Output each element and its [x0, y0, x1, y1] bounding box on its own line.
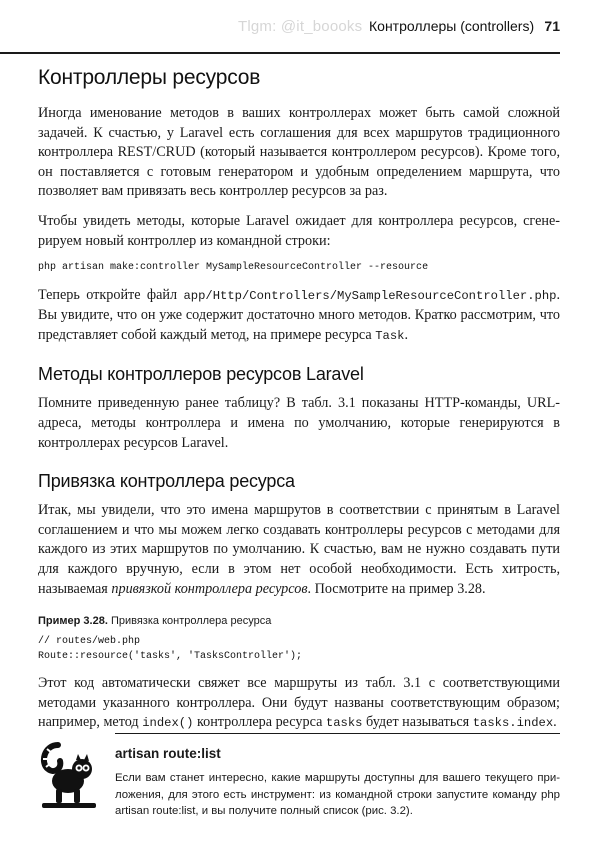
running-title: Контроллеры (controllers): [365, 14, 534, 38]
route-name: tasks.index: [472, 716, 554, 731]
text-segment: .: [404, 326, 409, 343]
running-header: [0, 14, 560, 38]
example-title: Привязка контроллера ресурса: [107, 615, 272, 628]
example-code: // routes/web.php Route::resource('tasks', 'TasksController');: [38, 636, 303, 662]
page-number: 71: [544, 18, 560, 34]
method-name: index(): [142, 716, 194, 731]
text-segment: Итак, мы увидели, что это имена маршрутов в соответствии с принятым в Laravel соглашением и что мы можем легко создавать контроллеры ресурсов с методами для каждого из этих маршрутов по умолчанию. К счастью, вам не нужно создавать пути для каждого вручную, если в этом нет особой необходимости. Есть хитрость, называемая: [38, 502, 560, 597]
text-segment: . Вы увидите, что он уже содержит достаточно много методов. Кратко рассмотрим, что представляет собой каждый метод, на примере ресурса: [38, 286, 560, 343]
lemur-icon-graphic: [38, 733, 100, 811]
paragraph-methods: Помните приведенную ранее таблицу? В табл. 3.1 показаны HTTP-команды, URL-адреса, методы контроллера и имена по умолчанию, которые генерируются в контроллерах ресурсов Laravel.: [38, 395, 560, 451]
page-content: [38, 64, 560, 744]
note-title: artisan route:list: [115, 746, 221, 761]
text-segment: Теперь откройте файл: [38, 286, 184, 303]
paragraph-open-file: [38, 286, 560, 347]
paragraph-auto-bind: [38, 674, 560, 734]
paragraph-generate: Чтобы увидеть методы, которые Laravel ожидает для контроллера ресурсов, сгенерируем новый контроллер из командной строки:: [38, 212, 560, 249]
note-box: [38, 733, 560, 833]
file-path: app/Http/Controllers/MySampleResourceController.php: [183, 288, 557, 303]
note-body: [115, 733, 560, 820]
section-heading-methods: Методы контроллеров ресурсов Laravel: [38, 364, 364, 385]
watermark: Tlgm: @it_boooks: [238, 18, 363, 35]
section-heading-binding: Привязка контроллера ресурса: [38, 471, 295, 492]
example-label: Пример 3.28.: [38, 615, 108, 628]
text-segment: .: [553, 714, 557, 731]
paragraph-intro: Иногда именование методов в ваших контроллерах может быть самой сложной задачей. К счастью, у Laravel есть соглашения для всех маршрутов традиционного контроллера REST/CRUD (который называется контроллером ресурсов). Кроме того, он поставляется с готовым генератором и удобным определением маршрута, что позволяет вам привязать весь контроллер ресурсов за раз.: [38, 105, 560, 200]
resource-name: tasks: [325, 716, 363, 731]
text-segment: Этот код автоматически свяжет все маршруты из табл. 3.1 с соответствующими методами указанного контроллера. Они будут названы соответствующим образом; например, метод: [38, 675, 560, 731]
text-segment: . Посмотрите на пример 3.28.: [307, 580, 486, 597]
example-caption: [38, 613, 560, 629]
emphasis-term: привязкой контроллера ресурсов: [111, 580, 308, 597]
header-rule: [0, 52, 560, 54]
text-segment: будет называться: [362, 714, 473, 731]
lemur-icon: [38, 733, 100, 811]
text-segment: контроллера ресурса: [193, 714, 326, 731]
command-code: php artisan make:controller MySampleResourceController --resource: [38, 262, 429, 274]
paragraph-binding: [38, 501, 560, 599]
resource-name: Task: [375, 328, 405, 343]
section-heading-resource-controllers: Контроллеры ресурсов: [38, 66, 261, 89]
note-text: Если вам станет интересно, какие маршруты доступны для вашего текущего приложения, для этого есть инструмент: из командной строки запустите команду php artisan route:list, и вы получите полный список (рис. 3.2).: [115, 772, 560, 818]
